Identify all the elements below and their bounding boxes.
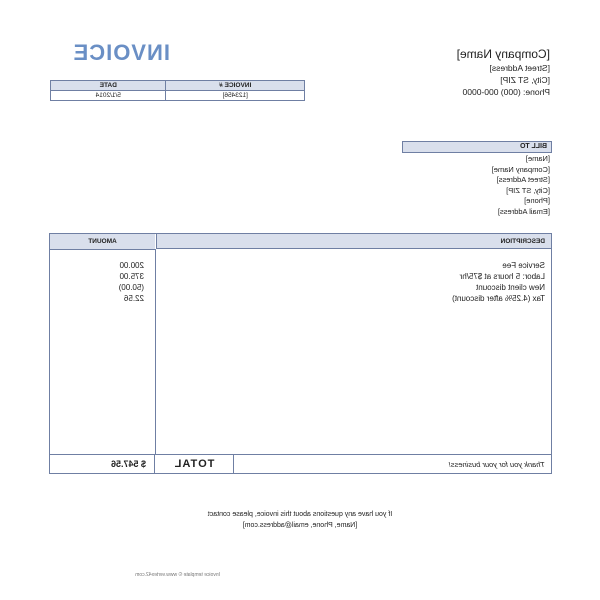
total-label: TOTAL xyxy=(154,455,233,474)
date-value: 5/1/2014 xyxy=(51,91,166,101)
line-item-description: Tax (4.25% after discount) xyxy=(452,294,545,303)
line-item-amount: 375.00 xyxy=(119,272,144,281)
total-row xyxy=(50,454,551,474)
line-items-table xyxy=(49,233,552,474)
line-item-description: New client discount xyxy=(476,283,545,292)
template-credit: Invoice template © www.vertex42.com xyxy=(135,572,220,578)
company-name: [Company Name] xyxy=(456,47,550,61)
line-item-amount: 22.56 xyxy=(123,294,144,303)
footer-line-2: [Name, Phone, email@address.com] xyxy=(242,522,358,529)
bill-to-street: [Street Address] xyxy=(496,175,550,185)
company-block xyxy=(410,46,550,98)
total-value: $ 547.56 xyxy=(110,459,146,469)
invoice-number-header: INVOICE # xyxy=(166,81,305,91)
footer-contact xyxy=(170,509,430,531)
thank-you-note: Thank you for your business! xyxy=(233,455,551,474)
line-item-amount: 200.00 xyxy=(119,261,144,270)
invoice-title: INVOICE xyxy=(72,40,170,65)
description-column xyxy=(165,260,545,304)
bill-to-city: [City, ST ZIP] xyxy=(506,185,550,195)
footer-line-1: If you have any questions about this invoice, please contact xyxy=(207,511,393,518)
company-city: [City, ST ZIP] xyxy=(500,75,550,85)
amount-column xyxy=(54,260,144,304)
bill-to-name: [Name] xyxy=(525,154,550,163)
column-divider xyxy=(155,249,156,454)
line-item-description: Service Fee xyxy=(502,261,545,270)
line-item-amount: (50.00) xyxy=(118,283,144,292)
date-header: DATE xyxy=(51,81,166,91)
bill-to-heading: BILL TO xyxy=(402,141,552,153)
amount-header: AMOUNT xyxy=(50,234,155,250)
company-street: [Street Address] xyxy=(489,63,550,73)
bill-to-block xyxy=(402,141,552,218)
invoice-number-value: [123456] xyxy=(166,91,305,101)
invoice-info-table xyxy=(50,80,305,101)
line-item-description: Labor: 5 hours at $75/hr xyxy=(459,272,545,281)
bill-to-company: [Company Name] xyxy=(491,164,550,174)
description-header: DESCRIPTION xyxy=(156,234,551,249)
bill-to-phone: [Phone] xyxy=(524,196,550,206)
bill-to-email: [Email Address] xyxy=(497,206,550,216)
company-phone: Phone: (000) 000-0000 xyxy=(462,87,550,97)
